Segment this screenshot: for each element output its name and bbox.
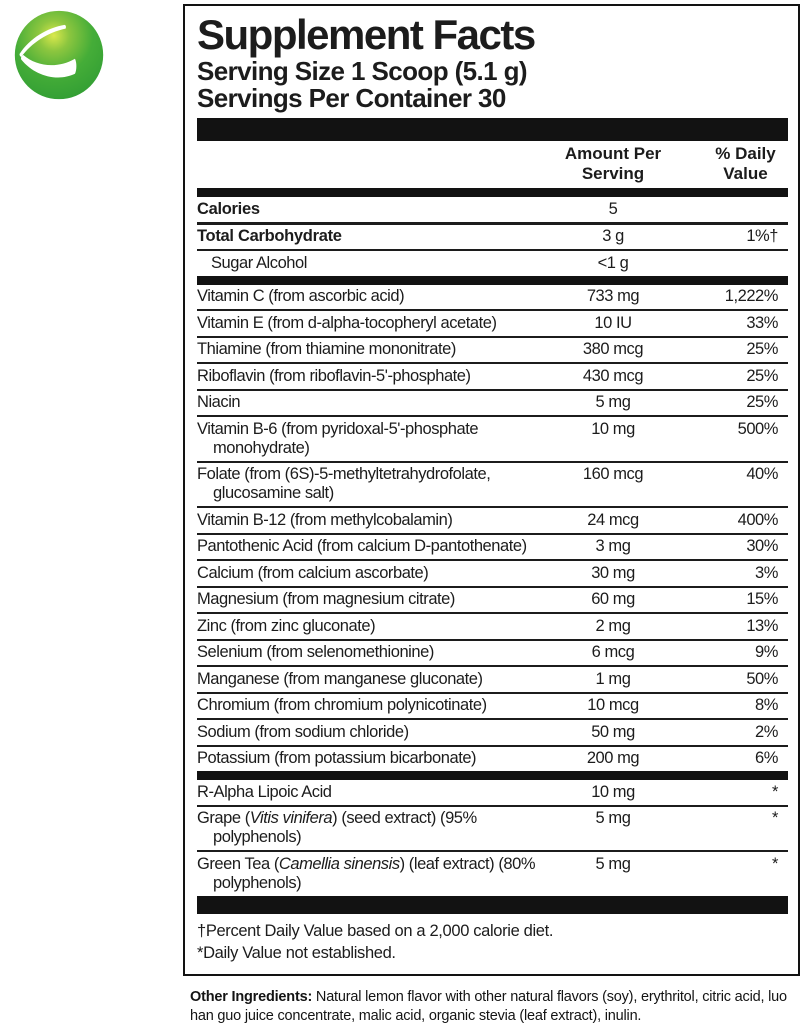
other-ingredients-label: Other Ingredients: (190, 989, 313, 1005)
footnotes (197, 914, 788, 964)
nutrient-daily-value: 6% (755, 749, 778, 767)
nutrient-amount: 30 mg (591, 563, 635, 582)
nutrient-row (197, 807, 788, 853)
nutrient-name: Thiamine (from thiamine mononitrate) (197, 340, 456, 358)
nutrient-name: Niacin (197, 393, 241, 411)
nutrient-amount: 24 mcg (587, 510, 639, 529)
nutrient-name: Manganese (from manganese gluconate) (197, 669, 483, 688)
nutrient-row (197, 535, 788, 562)
nutrient-amount: 5 mg (595, 854, 631, 873)
nutrient-amount: 1 mg (595, 669, 631, 688)
nutrient-name: Folate (from (6S)-5-methyltetrahydrofolate, glucosamine salt) (197, 465, 491, 502)
nutrient-name: Zinc (from zinc gluconate) (197, 616, 376, 635)
nutrient-name: Magnesium (from magnesium citrate) (197, 590, 455, 608)
brand-logo (12, 8, 106, 102)
nutrient-amount: 5 mg (595, 393, 631, 411)
divider-bar-header (197, 188, 788, 197)
servings-per-container: Servings Per Container 30 (197, 83, 506, 113)
nutrient-daily-value: 30% (746, 537, 778, 555)
nutrient-daily-value: * (772, 809, 778, 827)
serving-size: Serving Size 1 Scoop (5.1 g) (197, 56, 527, 86)
nutrient-daily-value: 500% (737, 419, 778, 438)
nutrient-daily-value: 25% (746, 340, 778, 358)
nutrient-daily-value: 3% (755, 563, 778, 582)
nutrient-daily-value: 15% (746, 590, 778, 608)
nutrient-row (197, 588, 788, 615)
nutrient-amount: 6 mcg (591, 643, 635, 661)
nutrient-name: Chromium (from chromium polynicotinate) (197, 696, 487, 714)
divider-bar-vitamins (197, 771, 788, 780)
nutrient-row (197, 417, 788, 463)
nutrient-daily-value: 400% (737, 510, 778, 529)
nutrient-amount: 60 mg (591, 590, 635, 608)
nutrient-daily-value: 33% (746, 313, 778, 332)
divider-bar-bottom (197, 896, 788, 914)
nutrient-name: Green Tea (Camellia sinensis) (leaf extract) (80% polyphenols) (197, 854, 536, 892)
nutrient-row (197, 720, 788, 747)
nutrient-amount: 5 (608, 199, 618, 218)
green-sphere-swoosh-icon (12, 8, 106, 102)
other-ingredients-text: Natural lemon flavor with other natural flavors (soy), erythritol, citric acid, luo han guo juice concentrate, malic acid, organic stevia (leaf extract), inulin. (190, 989, 787, 1024)
nutrient-amount: 380 mcg (582, 340, 644, 358)
nutrient-amount: 10 mg (591, 419, 635, 438)
nutrient-row (197, 338, 788, 365)
divider-bar-top (197, 118, 788, 141)
nutrient-daily-value: 50% (746, 669, 778, 688)
nutrient-name: Selenium (from selenomethionine) (197, 643, 434, 661)
nutrient-name: Total Carbohydrate (197, 227, 342, 245)
nutrient-name: Riboflavin (from riboflavin-5'-phosphate) (197, 366, 471, 385)
amount-per-serving-header: Amount Per Serving (564, 144, 662, 183)
nutrient-name: Calcium (from calcium ascorbate) (197, 563, 429, 582)
footnote-not-established: *Daily Value not established. (197, 943, 396, 962)
nutrient-amount: <1 g (597, 253, 629, 272)
footnote-daily-value: †Percent Daily Value based on a 2,000 calorie diet. (197, 921, 554, 940)
nutrient-amount: 50 mg (591, 722, 635, 741)
nutrient-amount: 10 IU (594, 313, 632, 332)
nutrient-name: Vitamin C (from ascorbic acid) (197, 287, 405, 305)
nutrient-daily-value: 9% (755, 643, 778, 661)
nutrient-amount: 5 mg (595, 809, 631, 827)
nutrient-name: Grape (Vitis vinifera) (seed extract) (95% polyphenols) (197, 809, 477, 846)
nutrient-row (197, 463, 788, 509)
nutrient-amount: 3 g (602, 227, 624, 245)
nutrient-daily-value: 1%† (746, 227, 778, 245)
nutrient-name: Sodium (from sodium chloride) (197, 722, 409, 741)
nutrient-amount: 200 mg (586, 749, 640, 767)
nutrient-name: Vitamin E (from d-alpha-tocopheryl acetate) (197, 313, 497, 332)
nutrient-daily-value: * (772, 854, 778, 873)
other-ingredients (190, 988, 802, 1026)
nutrient-row (197, 780, 788, 807)
nutrient-row (197, 747, 788, 772)
column-headers (197, 141, 788, 188)
nutrient-daily-value: 8% (755, 696, 778, 714)
nutrient-row (197, 311, 788, 338)
nutrient-row (197, 614, 788, 641)
nutrient-daily-value: 1,222% (724, 287, 778, 305)
botanical-rows (197, 780, 788, 896)
nutrient-row (197, 641, 788, 668)
nutrient-daily-value: 2% (755, 722, 778, 741)
vitamin-mineral-rows (197, 285, 788, 772)
nutrient-name: Sugar Alcohol (211, 253, 307, 272)
nutrient-amount: 10 mg (591, 782, 635, 801)
facts-title: Supplement Facts (197, 11, 535, 58)
nutrient-row (197, 285, 788, 312)
nutrient-amount: 10 mcg (587, 696, 639, 714)
nutrient-row (197, 197, 788, 225)
macronutrient-rows (197, 197, 788, 276)
nutrient-amount: 160 mcg (582, 465, 644, 483)
nutrient-row (197, 667, 788, 694)
nutrient-row (197, 561, 788, 588)
nutrient-row (197, 225, 788, 252)
nutrient-name: Vitamin B-6 (from pyridoxal-5'-phosphate monohydrate) (197, 419, 479, 457)
nutrient-amount: 2 mg (595, 616, 631, 635)
nutrient-amount: 733 mg (586, 287, 640, 305)
nutrient-row (197, 251, 788, 276)
nutrient-daily-value: 13% (746, 616, 778, 635)
nutrient-row (197, 364, 788, 391)
nutrient-row (197, 391, 788, 418)
nutrient-name: Vitamin B-12 (from methylcobalamin) (197, 510, 453, 529)
nutrient-name: Pantothenic Acid (from calcium D-pantothenate) (197, 537, 527, 555)
nutrient-daily-value: 40% (746, 465, 778, 483)
nutrient-daily-value: 25% (746, 393, 778, 411)
nutrient-name: R-Alpha Lipoic Acid (197, 782, 332, 801)
nutrient-name: Calories (197, 199, 260, 218)
nutrient-amount: 3 mg (595, 537, 631, 555)
supplement-facts-label (183, 4, 800, 976)
nutrient-row (197, 852, 788, 896)
nutrient-daily-value: 25% (746, 366, 778, 385)
divider-bar-macros (197, 276, 788, 285)
percent-daily-value-header: % Daily Value (715, 144, 776, 183)
nutrient-amount: 430 mcg (582, 366, 644, 385)
nutrient-name: Potassium (from potassium bicarbonate) (197, 749, 477, 767)
nutrient-daily-value: * (772, 782, 778, 801)
nutrient-row (197, 694, 788, 721)
nutrient-row (197, 508, 788, 535)
